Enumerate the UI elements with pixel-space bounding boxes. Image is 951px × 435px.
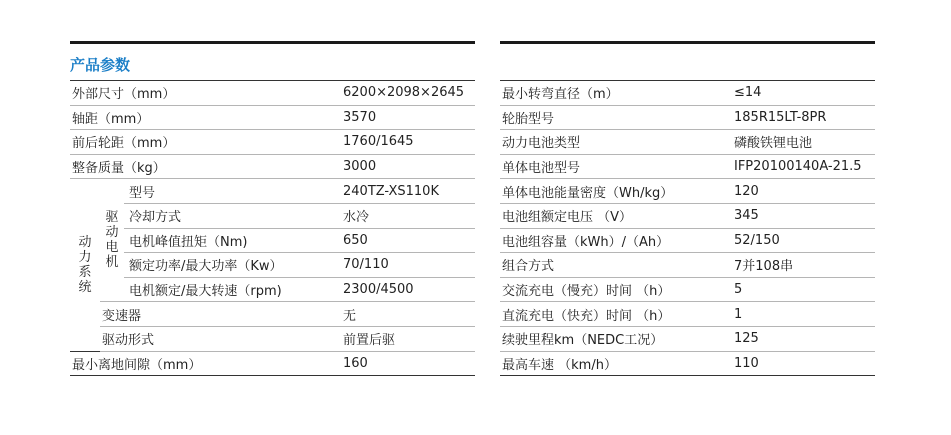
table-row — [70, 277, 475, 302]
table-row — [500, 351, 875, 376]
table-row — [70, 179, 475, 204]
table-row — [500, 81, 875, 106]
spec-value: 水冷 — [339, 203, 475, 228]
powertrain-group-label: 动力系统 — [78, 234, 92, 295]
spec-label: 轴距（mm） — [70, 105, 339, 130]
table-row — [500, 105, 875, 130]
spec-label: 最小转弯直径（m） — [500, 81, 730, 106]
spec-value: 185R15LT-8PR — [730, 105, 875, 130]
spec-label: 驱动形式 — [100, 326, 339, 351]
motor-group-label: 驱动电机 — [105, 210, 119, 271]
spec-label: 电机峰值扭矩（Nm) — [124, 228, 339, 253]
spec-label: 电池组额定电压 （V） — [500, 203, 730, 228]
table-row — [70, 105, 475, 130]
table-row — [70, 302, 475, 327]
top-rule — [70, 41, 475, 44]
spec-value: 125 — [730, 326, 875, 351]
spec-value: 650 — [339, 228, 475, 253]
spec-value: 6200×2098×2645 — [339, 81, 475, 106]
spec-label: 单体电池型号 — [500, 154, 730, 179]
spec-label: 变速器 — [100, 302, 339, 327]
spec-label: 动力电池类型 — [500, 130, 730, 155]
spec-label: 冷却方式 — [124, 203, 339, 228]
table-row — [500, 253, 875, 278]
spec-value: 前置后驱 — [339, 326, 475, 351]
table-row — [70, 203, 475, 228]
spec-label: 续驶里程km（NEDC工况） — [500, 326, 730, 351]
table-row — [500, 228, 875, 253]
spec-value: 7并108串 — [730, 253, 875, 278]
spec-value: 3000 — [339, 154, 475, 179]
spec-value: 3570 — [339, 105, 475, 130]
table-row — [500, 130, 875, 155]
spec-label: 轮胎型号 — [500, 105, 730, 130]
table-row — [70, 326, 475, 351]
spec-label: 前后轮距（mm） — [70, 130, 339, 155]
table-row — [500, 179, 875, 204]
spec-value: 1 — [730, 302, 875, 327]
spec-label: 交流充电（慢充）时间 （h） — [500, 277, 730, 302]
spec-label: 额定功率/最大功率（Kw） — [124, 253, 339, 278]
spec-value: 2300/4500 — [339, 277, 475, 302]
table-row — [500, 302, 875, 327]
spec-label: 电池组容量（kWh）/（Ah） — [500, 228, 730, 253]
spec-value: 磷酸铁锂电池 — [730, 130, 875, 155]
spec-label: 型号 — [124, 179, 339, 204]
spec-value: IFP20100140A-21.5 — [730, 154, 875, 179]
table-row — [70, 253, 475, 278]
spec-value: 1760/1645 — [339, 130, 475, 155]
spec-label: 单体电池能量密度（Wh/kg） — [500, 179, 730, 204]
spec-value: ≤14 — [730, 81, 875, 106]
left-spec-table — [70, 80, 475, 376]
right-spec-table — [500, 80, 875, 376]
spec-value: 120 — [730, 179, 875, 204]
spec-value: 240TZ-XS110K — [339, 179, 475, 204]
table-row — [500, 326, 875, 351]
table-row — [70, 228, 475, 253]
powertrain-group-cell — [70, 179, 100, 351]
spec-value: 110 — [730, 351, 875, 376]
spec-value: 52/150 — [730, 228, 875, 253]
table-row — [500, 154, 875, 179]
spec-value: 70/110 — [339, 253, 475, 278]
table-row — [70, 351, 475, 376]
table-row — [500, 203, 875, 228]
spec-label: 直流充电（快充）时间 （h） — [500, 302, 730, 327]
top-rule — [500, 41, 875, 44]
spec-value: 345 — [730, 203, 875, 228]
spec-value: 5 — [730, 277, 875, 302]
table-row — [500, 277, 875, 302]
motor-group-cell — [100, 179, 124, 302]
section-title: 产品参数 — [70, 56, 131, 74]
spec-label: 电机额定/最大转速（rpm) — [124, 277, 339, 302]
table-row — [70, 130, 475, 155]
spec-value: 无 — [339, 302, 475, 327]
spec-label: 组合方式 — [500, 253, 730, 278]
spec-label: 最高车速 （km/h） — [500, 351, 730, 376]
spec-label: 最小离地间隙（mm） — [70, 351, 339, 376]
spec-label: 整备质量（kg） — [70, 154, 339, 179]
table-row — [70, 154, 475, 179]
spec-value: 160 — [339, 351, 475, 376]
spec-label: 外部尺寸（mm） — [70, 81, 339, 106]
table-row — [70, 81, 475, 106]
